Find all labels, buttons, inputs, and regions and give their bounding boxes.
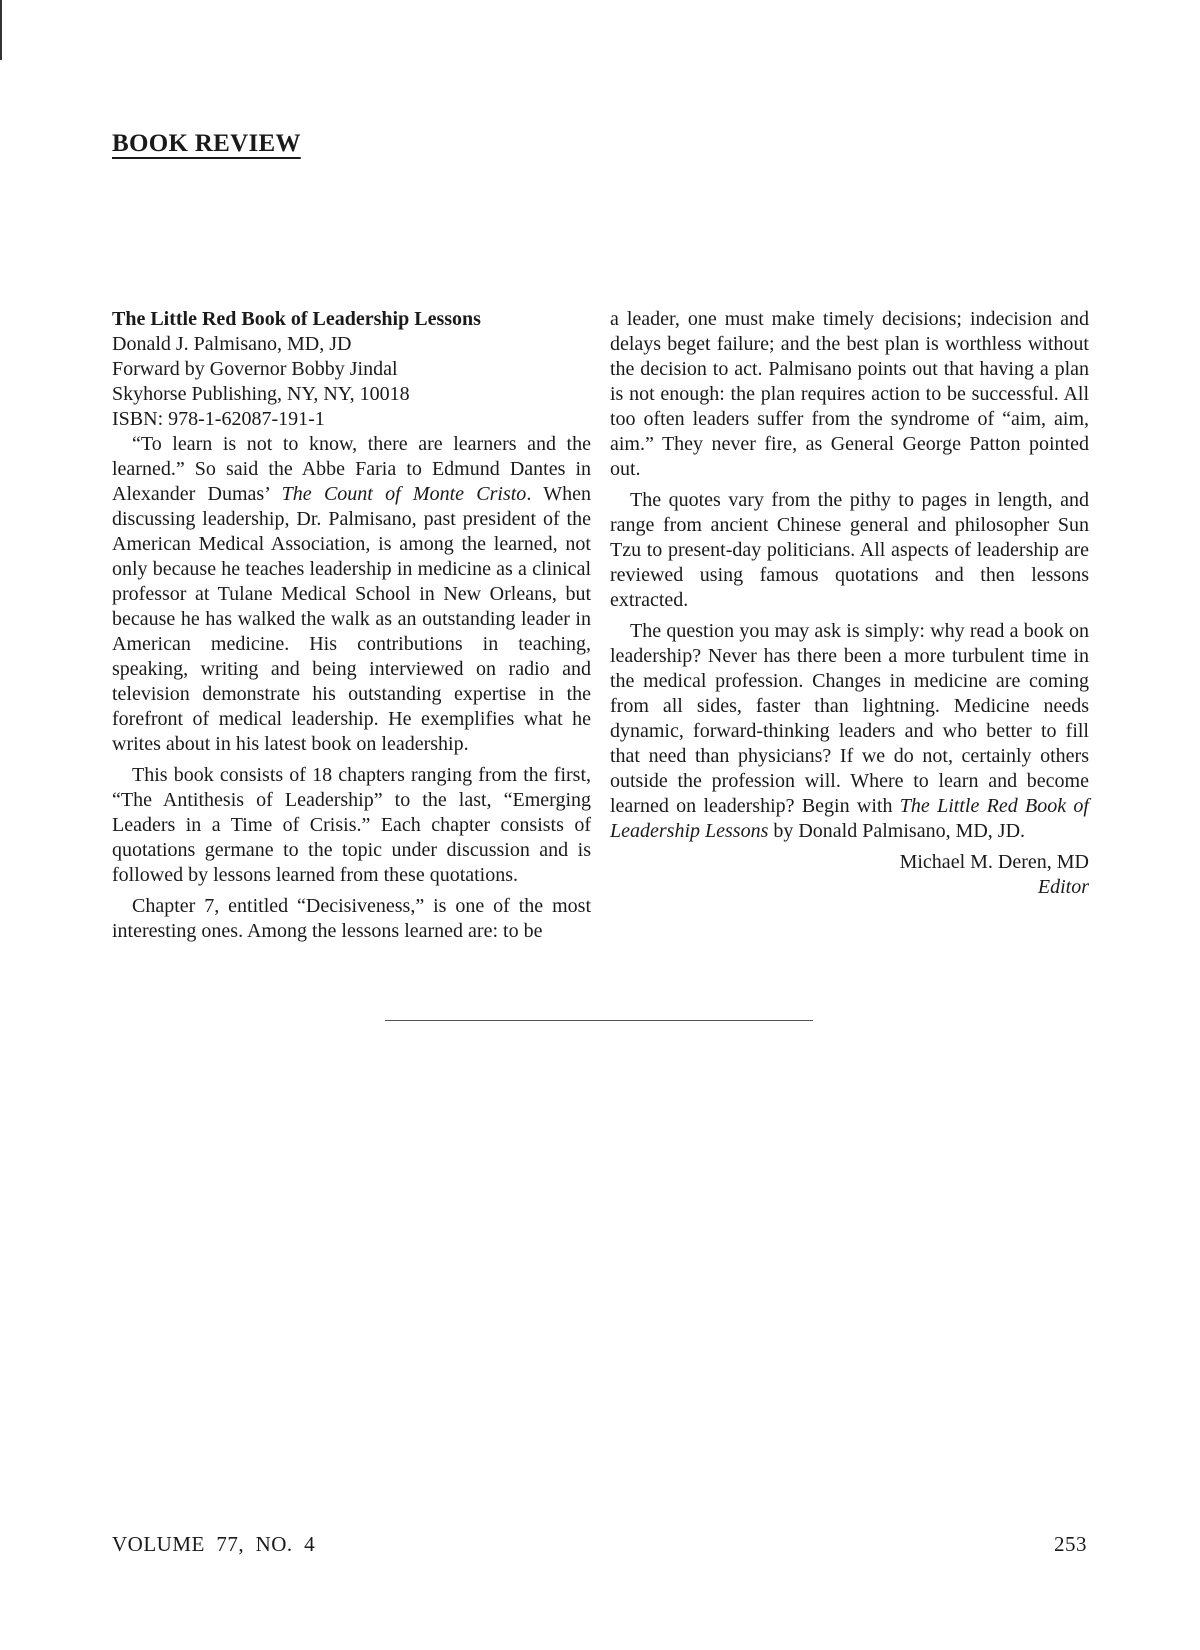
book-foreword: Forward by Governor Bobby Jindal (112, 358, 398, 380)
column-left (112, 307, 591, 950)
book-isbn: ISBN: 978-1-62087-191-1 (112, 408, 325, 430)
signature-block (610, 850, 1089, 900)
book-publisher: Skyhorse Publishing, NY, NY, 10018 (112, 383, 410, 405)
book-author: Donald J. Palmisano, MD, JD (112, 333, 352, 355)
paragraph-3: Chapter 7, entitled “Decisiveness,” is one of the most interesting ones. Among the lessons learned are: to be (112, 895, 591, 942)
paragraph-5 (610, 619, 1089, 844)
paragraph-1-italic-title: The Count of Monte Cristo (281, 483, 527, 505)
paragraph-2: This book consists of 18 chapters ranging from the first, “The Antithesis of Leadership” to the last, “Emerging Leaders in a Time of Crisis.” Each chapter consists of quotations germane to the topic under discussion and is followed by lessons learned from these quotations. (112, 764, 591, 886)
paragraph-1-text-a: “To learn is not to know, there are learners and the learned.” So said the Abbe Faria to Edmund Dantes in Alexander Dumas’ (112, 433, 591, 505)
paragraph-5-text-a: The question you may ask is simply: why read a book on leadership? Never has there been a more turbulent time in the medical profession. Changes in medicine are coming from all sides, faster than lightning. Medicine needs dynamic, forward-thinking leaders and who better to fill that need than physicians? If we do not, certainly others outside the profession will. Where to learn and become learned on leadership? Begin with (610, 620, 1089, 817)
paragraph-1-text-b: . When discussing leadership, Dr. Palmisano, past president of the American Medical Association, is among the learned, not only because he teaches leadership in medicine as a clinical professor at Tulane Medical School in New Orleans, but because he has walked the walk as an outstanding leader in American medicine. His contributions in teaching, speaking, writing and being interviewed on radio and television demonstrate his outstanding expertise in the forefront of medical leadership. He exemplifies what he writes about in his latest book on leadership. (112, 483, 591, 755)
footer-volume: VOLUME 77, NO. 4 (112, 1532, 316, 1556)
paragraph-1 (112, 432, 591, 757)
book-title: The Little Red Book of Leadership Lessons (112, 308, 481, 330)
page-edge-mark (0, 0, 2, 60)
paragraph-5-italic-title: The Little Red Book of Leadership Lessons (610, 795, 1089, 842)
footer-page-number: 253 (1054, 1532, 1087, 1556)
signature-role: Editor (1037, 876, 1089, 898)
paragraph-4: The quotes vary from the pithy to pages in length, and range from ancient Chinese general and philosopher Sun Tzu to present-day politicians. All aspects of leadership are reviewed using famous quotations and then lessons extracted. (610, 489, 1089, 611)
book-citation (112, 307, 591, 432)
column-right (610, 307, 1089, 900)
paragraph-3-continued: a leader, one must make timely decisions; indecision and delays beget failure; and the best plan is worthless without the decision to act. Palmisano points out that having a plan is not enough: the plan requires action to be successful. All too often leaders suffer from the syndrome of “aim, aim, aim.” They never fire, as General George Patton pointed out. (610, 308, 1089, 480)
signature-name: Michael M. Deren, MD (899, 851, 1089, 873)
paragraph-5-text-b: by Donald Palmisano, MD, JD. (768, 820, 1026, 842)
section-divider (385, 1020, 813, 1021)
section-title: BOOK REVIEW (112, 130, 301, 157)
